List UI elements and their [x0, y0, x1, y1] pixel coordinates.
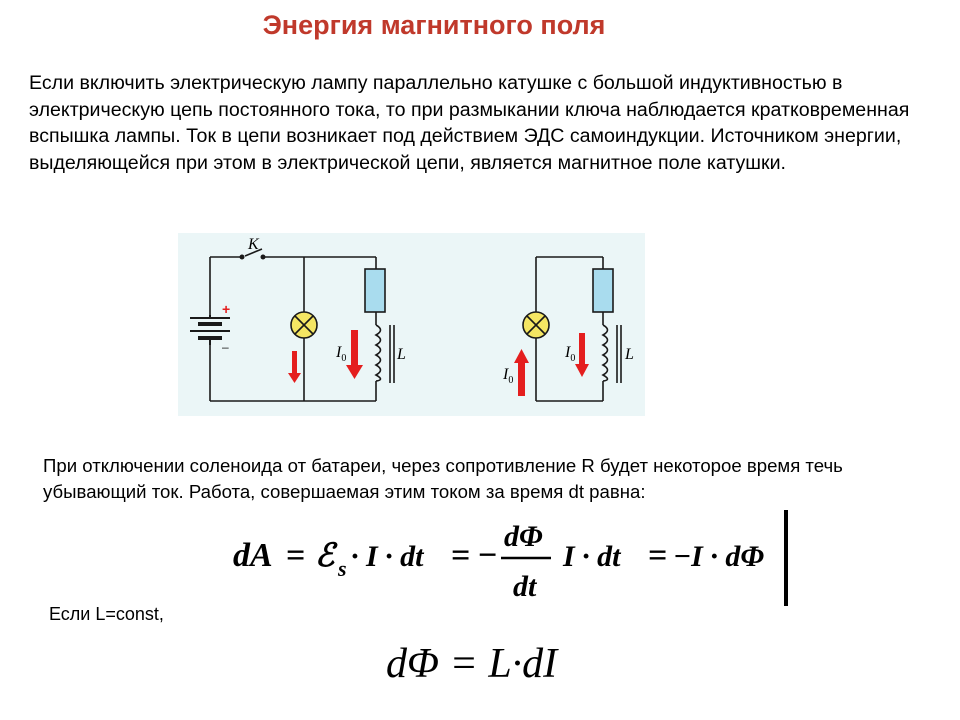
- inductor-coil: [603, 325, 608, 381]
- work-formula: [233, 522, 793, 602]
- formula-term1: · I · dt: [351, 540, 424, 573]
- formula-term3: −I · dΦ: [673, 540, 765, 573]
- condition-note: Если L=const,: [49, 604, 164, 624]
- formula-frac-den: dt: [513, 570, 537, 602]
- key-label: K: [248, 236, 259, 253]
- current-label: $I_0$: [565, 344, 576, 364]
- lamp-current-arrow-up-icon: [514, 349, 529, 396]
- lamp-current-arrow-down-icon: [288, 351, 301, 383]
- formula-minus: −: [478, 537, 498, 574]
- formula-eq: =: [648, 537, 668, 574]
- resistor-symbol: [365, 269, 385, 312]
- inductor-current-arrow-down-icon: [346, 330, 363, 379]
- current-label: $I_0$: [336, 344, 347, 364]
- formula-eq: =: [451, 537, 471, 574]
- lamp-icon: [291, 312, 317, 338]
- inductor-coil: [376, 325, 381, 381]
- work-formula-svg: [233, 522, 793, 602]
- flux-formula-lhs: dΦ: [386, 641, 439, 687]
- resistor-symbol: [593, 269, 613, 312]
- formula-emf: ℰ: [315, 536, 335, 574]
- formula-lhs: dA: [233, 537, 273, 574]
- inductor-label: L: [397, 346, 406, 363]
- page-title: Энергия магнитного поля: [262, 10, 606, 40]
- plus-sign: +: [222, 301, 231, 317]
- formula-eq: =: [286, 537, 306, 574]
- formula-term2: I · dt: [563, 540, 621, 573]
- flux-formula-rhs: = L·dI: [449, 641, 558, 687]
- formula-frac-num: dΦ: [504, 522, 543, 553]
- work-paragraph: При отключении соленоида от батареи, через сопротивление R будет некоторое время течь убывающий ток. Работа, совершаемая этим током за время dt равна:: [43, 455, 843, 502]
- intro-paragraph: Если включить электрическую лампу параллельно катушке с большой индуктивностью в электрическую цепь постоянного тока, то при размыкании ключа наблюдается кратковременная вспышка лампы. Ток в цепи возникает под действием ЭДС самоиндукции. Источником энергии, выделяющейся при этом в электрической цепи, является магнитное поле катушки.: [29, 72, 910, 174]
- key-contact: [240, 255, 245, 260]
- current-label: $I_0$: [503, 366, 514, 386]
- key-contact: [261, 255, 266, 260]
- flux-formula: [386, 640, 557, 688]
- inductor-label: L: [625, 346, 634, 363]
- minus-sign: –: [222, 340, 229, 354]
- circuit-diagrams: [178, 233, 645, 416]
- text-cursor-bar: [784, 510, 788, 606]
- lamp-icon: [523, 312, 549, 338]
- formula-emf-sub: s: [338, 556, 347, 581]
- circuit-svg: [178, 233, 645, 416]
- inductor-current-arrow-down-icon: [575, 333, 589, 377]
